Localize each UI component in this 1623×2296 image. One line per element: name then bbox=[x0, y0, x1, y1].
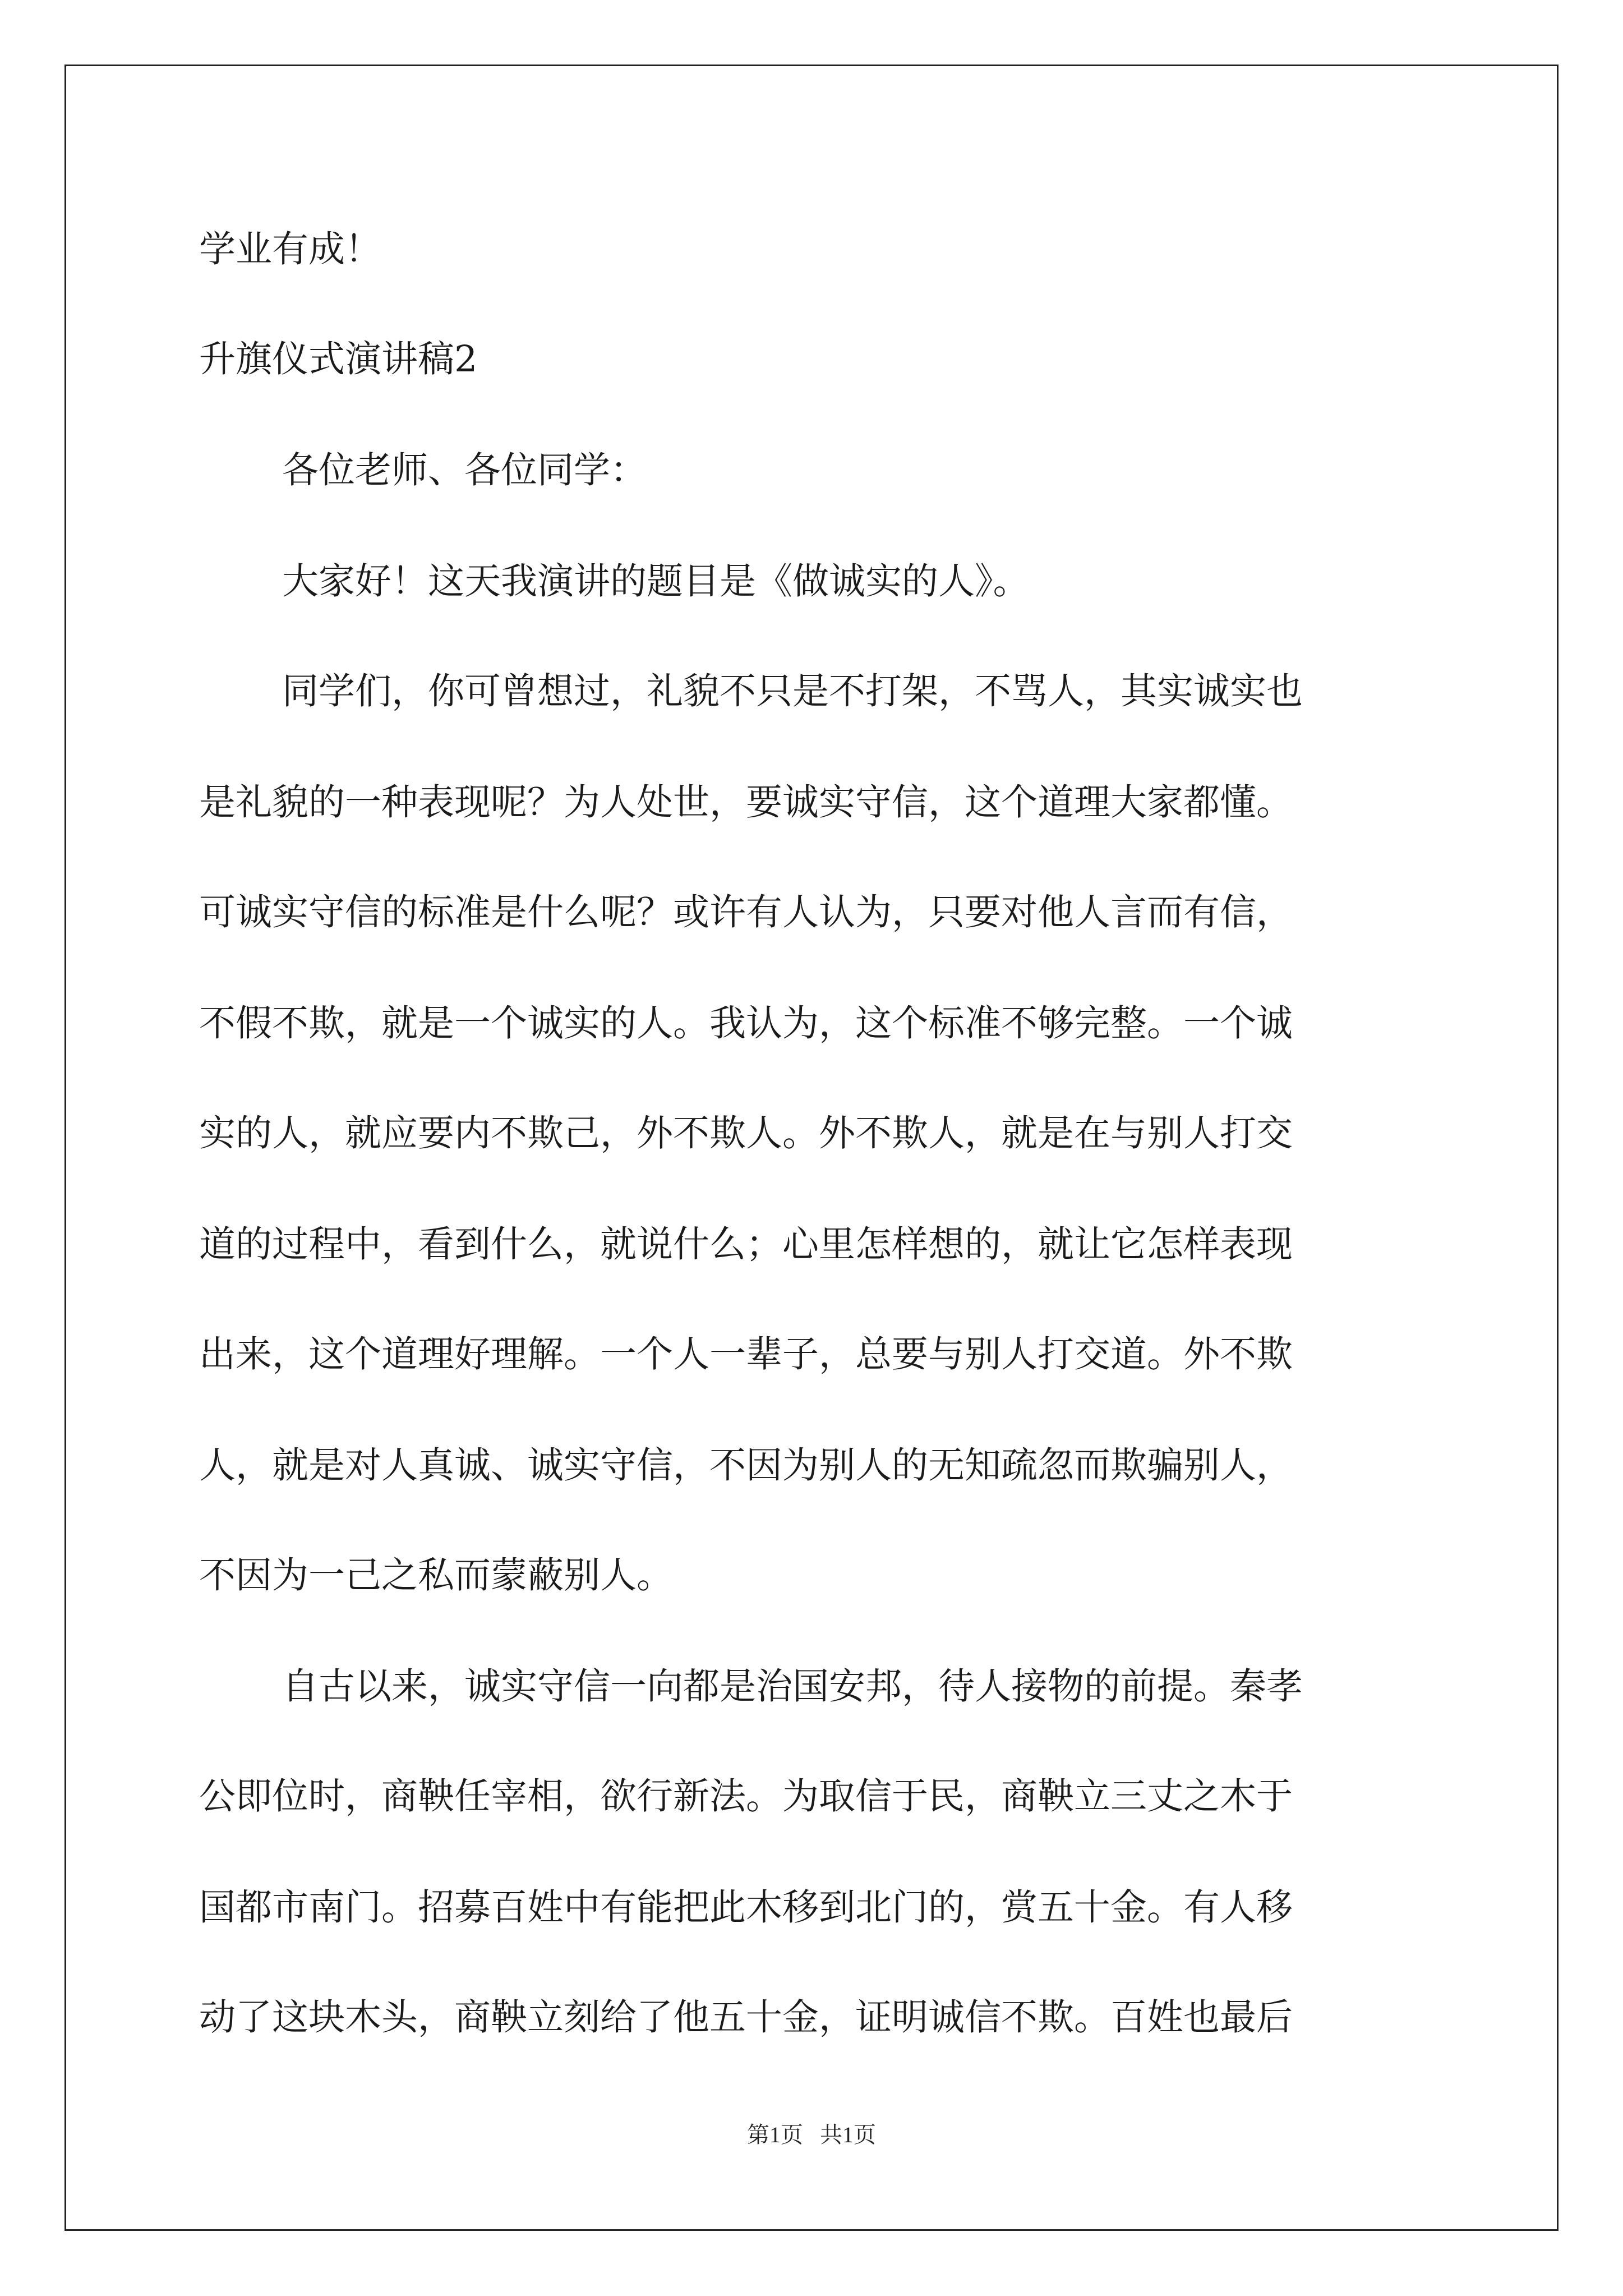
text-line: 学业有成！ bbox=[199, 228, 382, 270]
paragraph-line: 不因为一己之私而蒙蔽别人。 bbox=[199, 1554, 674, 1596]
page-number-footer: 第1页 共1页 bbox=[747, 2122, 876, 2147]
paragraph-line: 可诚实守信的标准是什么呢？或许有人认为，只要对他人言而有信， bbox=[199, 891, 1293, 933]
paragraph-line: 道的过程中，看到什么，就说什么；心里怎样想的，就让它怎样表现 bbox=[199, 1223, 1293, 1266]
paragraph-line: 动了这块木头，商鞅立刻给了他五十金，证明诚信不欺。百姓也最后 bbox=[199, 1996, 1293, 2039]
paragraph-line: 自古以来，诚实守信一向都是治国安邦，待人接物的前提。秦孝 bbox=[282, 1665, 1303, 1708]
section-title: 升旗仪式演讲稿2 bbox=[199, 338, 478, 380]
paragraph-line: 出来，这个道理好理解。一个人一辈子，总要与别人打交道。外不欺 bbox=[199, 1333, 1293, 1375]
paragraph-line: 公即位时，商鞅任宰相，欲行新法。为取信于民，商鞅立三丈之木于 bbox=[199, 1775, 1293, 1818]
paragraph-line: 是礼貌的一种表现呢？为人处世，要诚实守信，这个道理大家都懂。 bbox=[199, 781, 1293, 823]
paragraph-line: 同学们，你可曾想过，礼貌不只是不打架，不骂人，其实诚实也 bbox=[282, 670, 1303, 712]
text-line: 大家好！这天我演讲的题目是《做诚实的人》。 bbox=[282, 560, 1030, 602]
paragraph-line: 人，就是对人真诚、诚实守信，不因为别人的无知疏忽而欺骗别人， bbox=[199, 1444, 1293, 1487]
paragraph-line: 不假不欺，就是一个诚实的人。我认为，这个标准不够完整。一个诚 bbox=[199, 1002, 1293, 1045]
paragraph-line: 国都市南门。招募百姓中有能把此木移到北门的，赏五十金。有人移 bbox=[199, 1887, 1293, 1929]
salutation: 各位老师、各位同学： bbox=[282, 449, 647, 491]
paragraph-line: 实的人，就应要内不欺己，外不欺人。外不欺人，就是在与别人打交 bbox=[199, 1112, 1293, 1154]
